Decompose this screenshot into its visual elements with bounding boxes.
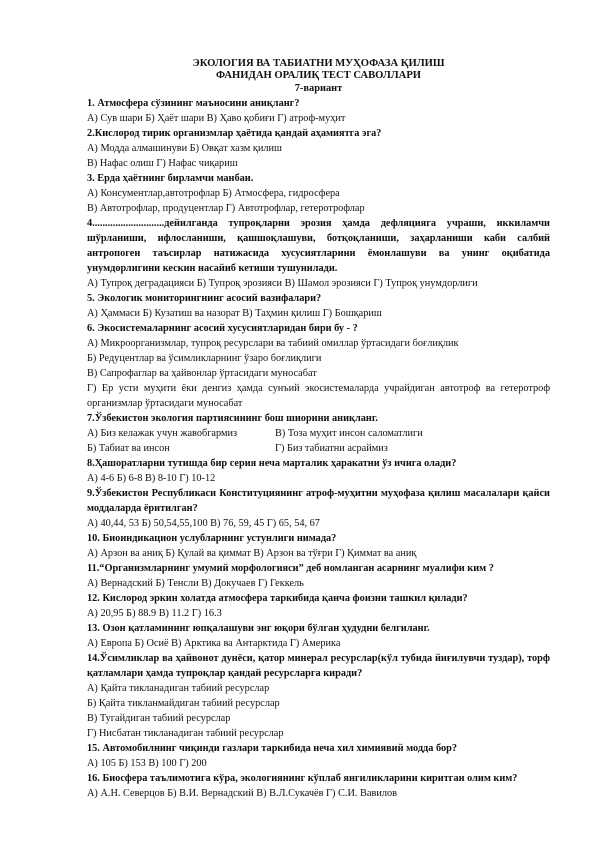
question-text: 10. Биоиндикацион услубларнинг устунлиги нимада? [87, 533, 337, 544]
question-block [87, 291, 550, 321]
answer-line: Г) Ер усти муҳити ёки денгиз ҳамда сунъий экосистемаларда учрайдиган автотроф ва гетеротроф организмлар ўртасидаги муносабат [87, 383, 550, 409]
variant-label: 7-вариант [294, 83, 343, 94]
answer-line: А) Модда алмашинуви Б) Овқат хазм қилиш [87, 143, 282, 154]
answer-line: В) Тугайдиган табиий ресурслар [87, 713, 231, 724]
question-text: 8.Ҳашоратларни тутишда бир серия неча марталик ҳаракатни ўз ичига олади? [87, 458, 457, 469]
answer-line: А) Микроорганизмлар, тупроқ ресурслари ва табиий омиллар ўртасидаги боғлиқлик [87, 338, 459, 349]
question-text: 16. Биосфера таълимотига кўра, экологиянинг кўплаб янгиликларини киритган олим ким? [87, 773, 518, 784]
question-block [87, 561, 550, 591]
answer-row [87, 441, 550, 456]
answer-line: А) Вернадский Б) Тенсли В) Докучаев Г) Геккель [87, 578, 304, 589]
answer-line: А) Тупроқ деградацияси Б) Тупроқ эрозияси В) Шамол эрозияси Г) Тупроқ унумдорлиги [87, 278, 478, 289]
answer-option: Б) Табиат ва инсон [87, 443, 170, 454]
question-text: 14.Ўсимликлар ва ҳайвонот дунёси, қатор минерал ресурслар(кўл тубида йиғилувчи туздар), торф қатламлари ҳамда тупроқлар қандай ресурсларга киради? [87, 653, 550, 679]
question-block [87, 216, 550, 291]
question-block [87, 621, 550, 651]
question-text: 9.Ўзбекистон Республикаси Конституциянинг атроф-муҳитни муҳофаза қилиш масалалари қайси моддаларда ёритилган? [87, 488, 550, 514]
answer-line: А) Европа Б) Осиё В) Арктика ва Антарктида Г) Америка [87, 638, 341, 649]
question-text: 15. Автомобилнинг чиқинди газлари таркибида неча хил химиявий модда бор? [87, 743, 458, 754]
question-text: 13. Озон қатламининг юпқалашуви энг юқори бўлган ҳудудни белгиланг. [87, 623, 430, 634]
answer-line: В) Сапрофаглар ва ҳайвонлар ўртасидаги муносабат [87, 368, 317, 379]
question-text: 1. Атмосфера сўзининг маъносини аниқланг? [87, 98, 300, 109]
answer-line: Г) Нисбатан тикланадиган табиий ресурслар [87, 728, 284, 739]
question-block [87, 771, 550, 801]
question-text: 6. Экосистемаларнинг асосий хусусиятларидан бири бу - ? [87, 323, 358, 334]
question-text: 7.Ўзбекистон экология партиясининг бош шиорини аниқланг. [87, 413, 378, 424]
document-title-line-2: ФАНИДАН ОРАЛИҚ ТЕСТ САВОЛЛАРИ [215, 70, 422, 81]
answer-line: А) Ҳаммаси Б) Кузатиш ва назорат В) Таҳмин қилиш Г) Бошқариш [87, 308, 382, 319]
answer-line: В) Нафас олиш Г) Нафас чиқариш [87, 158, 238, 169]
question-text: 12. Кислород эркин холатда атмосфера таркибида қанча фоизни ташкил қилади? [87, 593, 468, 604]
question-text: 11.“Организмларнинг умумий морфологияси” деб номланган асарнинг муалифи ким ? [87, 563, 494, 574]
question-block [87, 456, 550, 486]
question-block [87, 741, 550, 771]
question-block [87, 171, 550, 216]
answer-option: В) Тоза муҳит инсон саломатлиги [275, 428, 423, 439]
question-text: 3. Ерда ҳаётнинг бирламчи манбаи. [87, 173, 254, 184]
answer-line: А) А.Н. Северцов Б) В.И. Вернадский В) В.Л.Сукачёв Г) С.И. Вавилов [87, 788, 397, 799]
question-block [87, 651, 550, 741]
question-block [87, 591, 550, 621]
question-block [87, 126, 550, 171]
answer-line: А) 20,95 Б) 88.9 В) 11.2 Г) 16.3 [87, 608, 222, 619]
answer-line: А) 4-6 Б) 6-8 В) 8-10 Г) 10-12 [87, 473, 216, 484]
question-text: 5. Экологик мониторингнинг асосий вазифалари? [87, 293, 322, 304]
answer-line: А) Сув шари Б) Ҳаёт шари В) Ҳаво қобиғи Г) атроф-муҳит [87, 113, 346, 124]
answer-option: А) Биз келажак учун жавобгармиз [87, 428, 238, 439]
answer-line: В) Автотрофлар, продуцентлар Г) Автотрофлар, гетеротрофлар [87, 203, 365, 214]
answer-line: Б) Қайта тикланмайдиган табиий ресурслар [87, 698, 280, 709]
answer-option: Г) Биз табиатни асраймиз [275, 443, 388, 454]
question-block [87, 96, 550, 126]
answer-line: А) Консументлар,автотрофлар Б) Атмосфера, гидросфера [87, 188, 340, 199]
answer-line: А) 40,44, 53 Б) 50,54,55,100 В) 76, 59, 45 Г) 65, 54, 67 [87, 518, 320, 529]
answer-line: А) Қайта тикланадиган табиий ресурслар [87, 683, 270, 694]
question-text: 2.Кислород тирик организмлар ҳаётида қандай аҳамиятга эга? [87, 128, 382, 139]
answer-line: Б) Редуцентлар ва ўсимликларнинг ўзаро боғлиқлиги [87, 353, 322, 364]
question-block [87, 411, 550, 456]
answer-line: А) Арзон ва аниқ Б) Қулай ва қиммат В) Арзон ва тўғри Г) Қиммат ва аниқ [87, 548, 417, 559]
question-list [87, 96, 550, 801]
question-block [87, 531, 550, 561]
question-block [87, 486, 550, 531]
document-title-line-1: ЭКОЛОГИЯ ВА ТАБИАТНИ МУҲОФАЗА ҚИЛИШ [192, 58, 445, 69]
question-text: 4............................дейилганда тупроқларни эрозия ҳамда дефляцияга учраши, иккиламчи шўрланиши, ифлосланиши, қашшоқлашуви, ботқоқланиши, заҳарланиши каби салбий антропоген таъсирлар натижасида хусусиятларини ёмонлашуви ва унинг оқибатида унумдорлигини кескин насайиб кетиши тушунилади. [87, 218, 550, 274]
answer-row [87, 426, 550, 441]
answer-line: А) 105 Б) 153 В) 100 Г) 200 [87, 758, 207, 769]
question-block [87, 321, 550, 411]
